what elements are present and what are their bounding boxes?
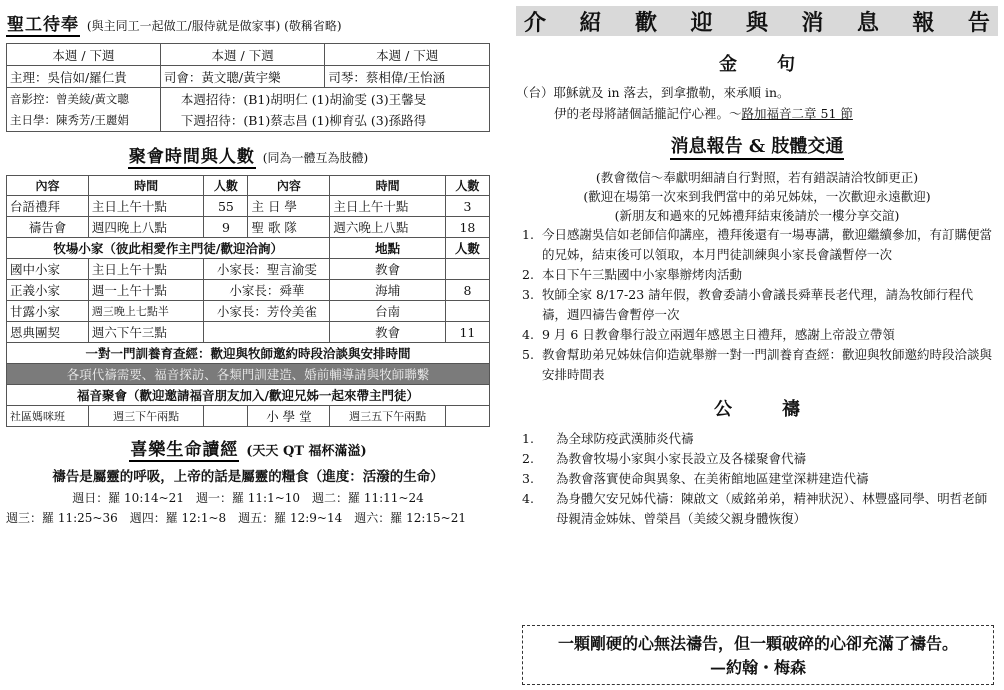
header-banner: 介 紹 歡 迎 與 消 息 報 告: [516, 6, 998, 36]
meeting-header: 人數: [445, 176, 489, 196]
news-title: 消息報告 & 肢體交通: [516, 132, 998, 160]
table-row: 恩典團契 週六下午三點 教會 11: [7, 322, 490, 343]
table-row: 甘露小家 週三晚上七點半 小家長：芳伶美雀 台南: [7, 301, 490, 322]
list-item: 5. 教會幫助弟兄姊妹信仰造就舉辦一對一門訓養育查經：歡迎與牧師邀約時段洽談與安排時間表: [522, 347, 993, 382]
table-row: 台語禮拜 主日上午十點 55 主 日 學 主日上午十點 3: [7, 196, 490, 217]
quote-box: [522, 625, 994, 685]
quote-author: —約翰・梅森: [709, 658, 806, 677]
service-header-3: 本週 / 下週: [325, 44, 490, 66]
service-section-title: 聖工待奉 (與主同工一起做工/服侍就是做家事) (敬稱省略): [6, 10, 490, 37]
list-item: 2. 為教會牧場小家與小家長設立及各樣聚會代禱: [522, 451, 807, 466]
list-item: 3. 為教會落實使命與異象、在美術館地區建堂深耕建造代禱: [522, 471, 869, 486]
meeting-header: 人數: [204, 176, 248, 196]
list-item: 4. 為身體欠安兄姊代禱：陳啟文（威銘弟弟，精神狀況）、林豐盛同學、明哲老師母親清金姊妹、曾榮昌（美綾父親身體恢復）: [522, 491, 988, 526]
list-item: 1. 為全球防疫武漢肺炎代禱: [522, 431, 694, 446]
reading-section: [6, 435, 490, 526]
group-header: 牧場小家（彼此相愛作主門徒/歡迎洽詢）: [7, 238, 330, 259]
list-item: 3. 牧師全家 8/17-23 請年假，教會委請小會議長舜華長老代理，請為牧師行程代禱，週四禱告會暫停一次: [522, 287, 974, 322]
meeting-table: 內容 時間 人數 內容 時間 人數 台語禮拜 主日上午十點 55 主 日 學 主日上午十點 3 禱告會 週四晚上八點 9 聖 歌 隊 週六晚上八點 18 牧場小家（彼此相愛作主門徒/歡迎洽詢） 地點 人數 國中小家 主日上午十點 小家長：聖言渝雯 教會 正義小家 週一上午十點 小家長：舜華 海埔 8 甘露小家 週三晚上七點半 小家長：芳伶美雀 台南 恩典團契 週六下午三點 教會 11 一對一門訓養育查經：歡迎與牧師邀約時段洽談與安排時間 各項代禱需要、福音探訪、各類門訓建造、婚前輔導請與牧師聯繫 福音聚會（歡迎邀請福音朋友加入/歡迎兄姊一起來帶主門徒） 社區媽咪班 週三下午兩點 小 學 堂 週三五下午兩點: [6, 175, 490, 427]
table-row: 正義小家 週一上午十點 小家長：舜華 海埔 8: [7, 280, 490, 301]
service-cell: 本週招待：(B1)胡明仁 (1)胡渝雯 (3)王馨旻: [160, 88, 489, 110]
verse-reference: 路加福音二章 51 節: [741, 106, 853, 121]
meeting-header: 時間: [88, 176, 204, 196]
right-column: [516, 6, 998, 677]
service-table: [6, 43, 490, 132]
meeting-header: 內容: [248, 176, 330, 196]
news-note-3: (新朋友和過來的兄姊禮拜結束後請於一樓分享交誼): [614, 208, 900, 223]
prayer-title: 公禱: [714, 399, 850, 420]
service-cell: 司琴：蔡相偉/王怡涵: [325, 66, 490, 88]
service-cell: 下週招待：(B1)蔡志昌 (1)柳育弘 (3)孫路得: [160, 110, 489, 132]
service-header-2: 本週 / 下週: [160, 44, 325, 66]
service-cell: 主日學：陳秀芳/王麗娟: [7, 110, 161, 132]
list-item: 4. 9 月 6 日教會舉行設立兩週年感恩主日禮拜，感謝上帝設立帶領: [522, 327, 895, 342]
meeting-header: 時間: [330, 176, 446, 196]
news-list: [516, 225, 998, 385]
news-note-1: (教會徵信～奉獻明細請自行對照，若有錯誤請洽牧師更正): [595, 170, 919, 185]
prayer-list: [516, 429, 998, 529]
service-cell: 主理：吳信如/羅仁貴: [7, 66, 161, 88]
table-row: 國中小家 主日上午十點 小家長：聖言渝雯 教會: [7, 259, 490, 280]
meeting-header: 內容: [7, 176, 89, 196]
table-row: 禱告會 週四晚上八點 9 聖 歌 隊 週六晚上八點 18: [7, 217, 490, 238]
service-header-1: 本週 / 下週: [7, 44, 161, 66]
gospel-note: 福音聚會（歡迎邀請福音朋友加入/歡迎兄姊一起來帶主門徒）: [7, 385, 490, 406]
reading-title: 喜樂生命讀經 (天天 QT 福杯滿溢): [6, 435, 490, 462]
service-cell: 音影控：曾美綾/黃文聰: [7, 88, 161, 110]
meeting-section-title: 聚會時間與人數 (同為一體互為肢體): [6, 142, 490, 169]
list-item: 2. 本日下午三點國中小家舉辦烤肉活動: [522, 267, 743, 282]
one-on-one-note: 一對一門訓養育查經：歡迎與牧師邀約時段洽談與安排時間: [7, 343, 490, 364]
left-column: [6, 6, 490, 529]
quote-text: 一顆剛硬的心無法禱告，但一顆破碎的心卻充滿了禱告。: [557, 634, 958, 653]
service-cell: 司會：黃文聰/黃宇樂: [160, 66, 325, 88]
table-row: 社區媽咪班 週三下午兩點 小 學 堂 週三五下午兩點: [7, 406, 490, 427]
reading-line-2: 週三：羅 11:25~36 週四：羅 12:1~8 週五：羅 12:9~14 週六：羅 12:15~21: [6, 511, 466, 525]
list-item: 1. 今日感謝吳信如老師信仰講座，禮拜後還有一場專講，歡迎繼續參加，有訂購便當的兄姊，結束後可以領取，本月門徒訓練與小家長會議暫停一次: [522, 227, 993, 262]
gray-note: 各項代禱需要、福音探訪、各類門訓建造、婚前輔導請與牧師聯繫: [7, 364, 490, 385]
reading-line-1: 週日：羅 10:14~21 週一：羅 11:1~10 週二：羅 11:11~24: [72, 491, 424, 505]
reading-subtitle: 禱告是屬靈的呼吸，上帝的話是屬靈的糧食（進度：活潑的生命）: [52, 469, 444, 485]
news-note-2: (歡迎在場第一次來到我們當中的弟兄姊妹，一次歡迎永遠歡迎): [583, 189, 931, 204]
golden-verse-title: 金句: [719, 54, 835, 75]
golden-verse-line-1: （台）耶穌就及 in 落去，到拿撒勒，來承順 in。: [516, 85, 790, 100]
golden-verse-line-2: 伊的老母將諸個話攏記佇心裡。～路加福音二章 51 節: [554, 106, 853, 121]
